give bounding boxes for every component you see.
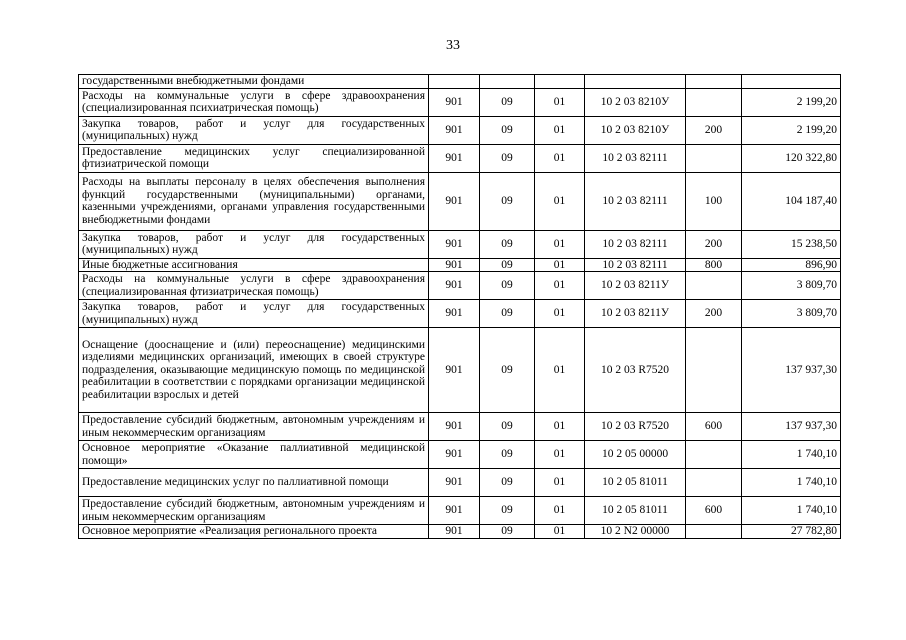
row-csr: 10 2 03 8210У — [585, 116, 686, 144]
row-podrazdel: 01 — [535, 88, 585, 116]
row-name: Расходы на коммунальные услуги в сфере здравоохранения (специализированная психиатрическая помощь) — [79, 88, 429, 116]
row-csr: 10 2 03 R7520 — [585, 413, 686, 441]
row-vr: 100 — [686, 172, 742, 230]
row-vr — [686, 144, 742, 172]
row-sum: 1 740,10 — [742, 497, 841, 525]
row-vr — [686, 75, 742, 89]
row-razdel: 09 — [480, 413, 535, 441]
row-vr: 600 — [686, 413, 742, 441]
row-csr: 10 2 03 82111 — [585, 144, 686, 172]
budget-table — [78, 74, 841, 539]
table-row — [79, 469, 841, 497]
row-sum: 1 740,10 — [742, 441, 841, 469]
row-sum — [742, 75, 841, 89]
row-name: Иные бюджетные ассигнования — [79, 258, 429, 272]
row-ved: 901 — [429, 88, 480, 116]
table-row — [79, 300, 841, 328]
row-podrazdel: 01 — [535, 230, 585, 258]
row-ved: 901 — [429, 497, 480, 525]
row-csr: 10 2 05 81011 — [585, 497, 686, 525]
table-row — [79, 413, 841, 441]
row-razdel: 09 — [480, 272, 535, 300]
row-name: Закупка товаров, работ и услуг для государственных (муниципальных) нужд — [79, 300, 429, 328]
table-row — [79, 144, 841, 172]
row-csr: 10 2 03 82111 — [585, 230, 686, 258]
row-vr: 600 — [686, 497, 742, 525]
row-razdel: 09 — [480, 469, 535, 497]
row-vr — [686, 88, 742, 116]
row-name: Основное мероприятие «Оказание паллиативной медицинской помощи» — [79, 441, 429, 469]
table-row — [79, 497, 841, 525]
row-name: Предоставление субсидий бюджетным, автономным учреждениям и иным некоммерческим организациям — [79, 497, 429, 525]
table-row — [79, 441, 841, 469]
row-name: Оснащение (дооснащение и (или) переоснащение) медицинскими изделиями медицинских организаций, имеющих в своей структуре подразделения, оказывающие медицинскую помощь по медицинской реабилитации в соответствии с порядками организации медицинской реабилитации взрослых и детей — [79, 328, 429, 413]
row-csr: 10 2 05 81011 — [585, 469, 686, 497]
row-vr — [686, 469, 742, 497]
row-podrazdel: 01 — [535, 172, 585, 230]
row-sum: 2 199,20 — [742, 116, 841, 144]
table-row — [79, 230, 841, 258]
row-csr: 10 2 03 R7520 — [585, 328, 686, 413]
row-razdel: 09 — [480, 116, 535, 144]
row-podrazdel: 01 — [535, 116, 585, 144]
row-csr: 10 2 03 8211У — [585, 272, 686, 300]
row-name: государственными внебюджетными фондами — [79, 75, 429, 89]
row-podrazdel — [535, 75, 585, 89]
row-podrazdel: 01 — [535, 441, 585, 469]
page-number: 33 — [446, 38, 460, 53]
row-name: Расходы на коммунальные услуги в сфере здравоохранения (специализированная фтизиатрическая помощь) — [79, 272, 429, 300]
row-name: Предоставление субсидий бюджетным, автономным учреждениям и иным некоммерческим организациям — [79, 413, 429, 441]
table-row — [79, 116, 841, 144]
row-podrazdel: 01 — [535, 144, 585, 172]
row-name: Закупка товаров, работ и услуг для государственных (муниципальных) нужд — [79, 230, 429, 258]
row-vr — [686, 272, 742, 300]
row-vr: 800 — [686, 258, 742, 272]
row-sum: 2 199,20 — [742, 88, 841, 116]
row-name: Закупка товаров, работ и услуг для государственных (муниципальных) нужд — [79, 116, 429, 144]
row-vr: 200 — [686, 230, 742, 258]
row-podrazdel: 01 — [535, 272, 585, 300]
row-ved: 901 — [429, 413, 480, 441]
row-razdel: 09 — [480, 230, 535, 258]
table-row — [79, 272, 841, 300]
row-ved: 901 — [429, 328, 480, 413]
row-name: Предоставление медицинских услуг специализированной фтизиатрической помощи — [79, 144, 429, 172]
row-razdel: 09 — [480, 525, 535, 539]
row-sum: 104 187,40 — [742, 172, 841, 230]
row-razdel: 09 — [480, 300, 535, 328]
row-ved: 901 — [429, 258, 480, 272]
table-row — [79, 88, 841, 116]
row-vr: 200 — [686, 300, 742, 328]
row-podrazdel: 01 — [535, 300, 585, 328]
row-ved: 901 — [429, 300, 480, 328]
row-vr — [686, 525, 742, 539]
row-podrazdel: 01 — [535, 413, 585, 441]
row-csr: 10 2 03 82111 — [585, 172, 686, 230]
row-vr — [686, 328, 742, 413]
row-ved: 901 — [429, 230, 480, 258]
row-sum: 120 322,80 — [742, 144, 841, 172]
row-sum: 3 809,70 — [742, 272, 841, 300]
row-csr: 10 2 N2 00000 — [585, 525, 686, 539]
row-podrazdel: 01 — [535, 497, 585, 525]
table-row — [79, 75, 841, 89]
row-name: Основное мероприятие «Реализация регионального проекта — [79, 525, 429, 539]
row-name: Расходы на выплаты персоналу в целях обеспечения выполнения функций государственными (муниципальными) органами, казенными учреждениями, органами управления государственными внебюджетными фондами — [79, 172, 429, 230]
row-ved: 901 — [429, 172, 480, 230]
row-razdel — [480, 75, 535, 89]
row-sum: 15 238,50 — [742, 230, 841, 258]
row-csr: 10 2 03 8211У — [585, 300, 686, 328]
row-razdel: 09 — [480, 172, 535, 230]
row-csr: 10 2 03 8210У — [585, 88, 686, 116]
table-row — [79, 328, 841, 413]
row-podrazdel: 01 — [535, 525, 585, 539]
row-vr: 200 — [686, 116, 742, 144]
row-sum: 896,90 — [742, 258, 841, 272]
row-razdel: 09 — [480, 328, 535, 413]
row-csr: 10 2 03 82111 — [585, 258, 686, 272]
row-sum: 3 809,70 — [742, 300, 841, 328]
row-ved: 901 — [429, 144, 480, 172]
row-podrazdel: 01 — [535, 328, 585, 413]
row-sum: 137 937,30 — [742, 328, 841, 413]
row-sum: 137 937,30 — [742, 413, 841, 441]
table-row — [79, 258, 841, 272]
row-vr — [686, 441, 742, 469]
table-row — [79, 172, 841, 230]
row-razdel: 09 — [480, 144, 535, 172]
row-csr: 10 2 05 00000 — [585, 441, 686, 469]
row-razdel: 09 — [480, 88, 535, 116]
row-ved: 901 — [429, 469, 480, 497]
row-razdel: 09 — [480, 258, 535, 272]
row-razdel: 09 — [480, 497, 535, 525]
row-name: Предоставление медицинских услуг по паллиативной помощи — [79, 469, 429, 497]
row-sum: 1 740,10 — [742, 469, 841, 497]
row-ved: 901 — [429, 525, 480, 539]
row-ved: 901 — [429, 116, 480, 144]
row-podrazdel: 01 — [535, 469, 585, 497]
row-ved: 901 — [429, 441, 480, 469]
row-ved: 901 — [429, 272, 480, 300]
row-podrazdel: 01 — [535, 258, 585, 272]
row-razdel: 09 — [480, 441, 535, 469]
row-ved — [429, 75, 480, 89]
row-csr — [585, 75, 686, 89]
row-sum: 27 782,80 — [742, 525, 841, 539]
table-row — [79, 525, 841, 539]
